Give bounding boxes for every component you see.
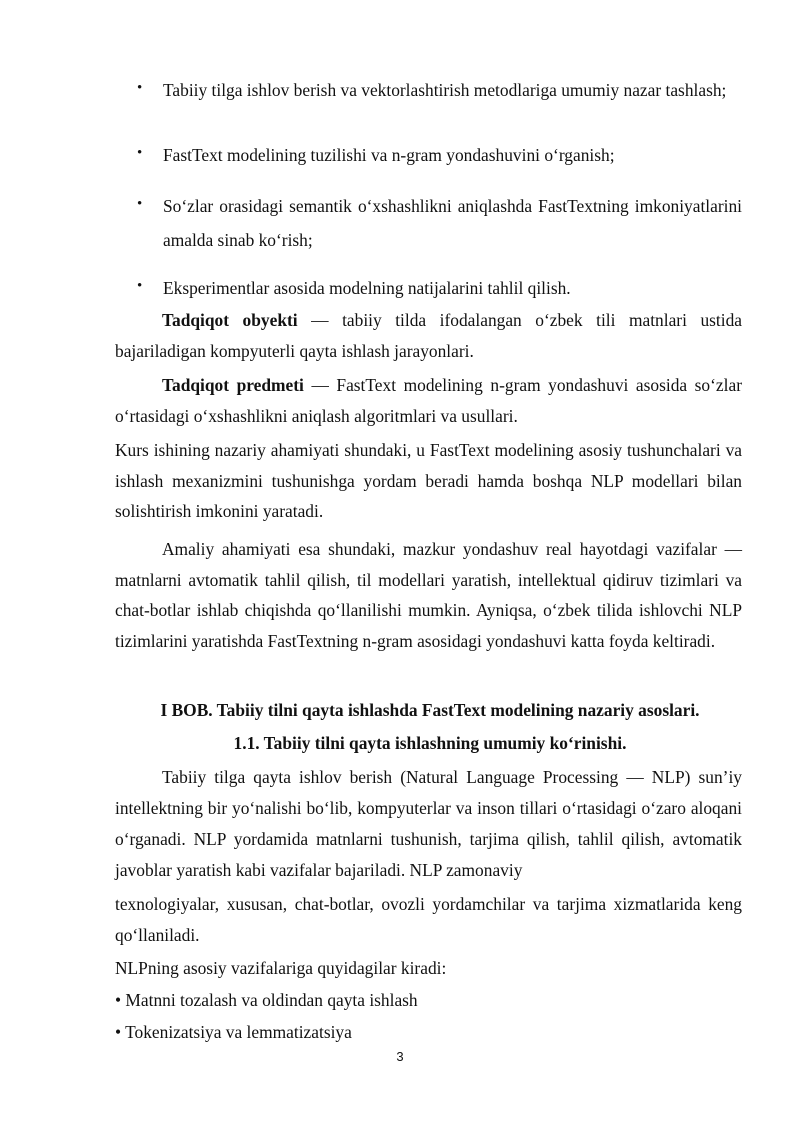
nlp-intro-paragraph: Tabiiy tilga qayta ishlov berish (Natural Language Processing — NLP) sun’iy intellektning bir yo‘nalishi bo‘lib, kompyuterlar va inson tillari o‘rtasidagi o‘zaro aloqani o‘rganadi. NLP yordamida matnlarni tushunish, tarjima qilish, tahlil qilish, avtomatik javoblar yaratish kabi vazifalar bajariladi. NLP zamonaviy (115, 767, 742, 880)
bullet-icon: • (137, 145, 143, 161)
list-item: • Matnni tozalash va oldindan qayta ishlash (115, 990, 418, 1010)
chapter-heading: I BOB. Tabiiy tilni qayta ishlashda FastText modelining nazariy asoslari. (160, 700, 700, 720)
bullet-icon: • (137, 278, 143, 294)
bullet-text: So‘zlar orasidagi semantik o‘xshashlikni aniqlashda FastTextning imkoniyatlarini amalda sinab ko‘rish; (163, 196, 742, 250)
research-subject-paragraph (115, 370, 742, 431)
tasks-intro: NLPning asosiy vazifalariga quyidagilar kiradi: (115, 958, 447, 978)
research-subject-text: — FastText modelining n-gram yondashuvi asosida so‘zlar o‘rtasidagi o‘xshashlikni aniqlash algoritmlari va usullari. (115, 375, 742, 426)
bullet-text: Tabiiy tilga ishlov berish va vektorlashtirish metodlariga umumiy nazar tashlash; (163, 80, 727, 100)
bullet-icon: • (137, 196, 143, 212)
research-object-label: Tadqiqot obyekti (162, 310, 298, 330)
nlp-intro-continuation: texnologiyalar, xususan, chat-botlar, ovozli yordamchilar va tarjima xizmatlarida keng qo‘llaniladi. (115, 894, 742, 945)
bullet-icon: • (137, 80, 143, 96)
theoretical-significance-paragraph: Kurs ishining nazariy ahamiyati shundaki, u FastText modelining asosiy tushunchalari va ishlash mexanizmini tushunishga yordam beradi hamda boshqa NLP modellari bilan solishtirish imkonini yaratadi. (115, 440, 742, 521)
bullet-text: Eksperimentlar asosida modelning natijalarini tahlil qilish. (163, 278, 571, 298)
list-item: • Tokenizatsiya va lemmatizatsiya (115, 1022, 352, 1042)
practical-significance-paragraph: Amaliy ahamiyati esa shundaki, mazkur yondashuv real hayotdagi vazifalar — matnlarni avtomatik tahlil qilish, til modellari yaratish, intellektual qidiruv tizimlari va chat-botlar ishlab chiqishda qo‘llanilishi mumkin. Ayniqsa, o‘zbek tilida ishlovchi NLP tizimlarini yaratishda FastTextning n-gram asosidagi yondashuvi katta foyda keltiradi. (115, 539, 742, 651)
bullet-text: FastText modelining tuzilishi va n-gram yondashuvini o‘rganish; (163, 145, 615, 165)
research-object-paragraph (115, 305, 742, 366)
research-subject-label: Tadqiqot predmeti (162, 375, 304, 395)
section-heading: 1.1. Tabiiy tilni qayta ishlashning umumiy ko‘rinishi. (233, 733, 627, 753)
research-object-text: — tabiiy tilda ifodalangan o‘zbek tili matnlari ustida bajariladigan kompyuterli qayta ishlash jarayonlari. (115, 310, 742, 361)
page-number: 3 (396, 1049, 404, 1064)
